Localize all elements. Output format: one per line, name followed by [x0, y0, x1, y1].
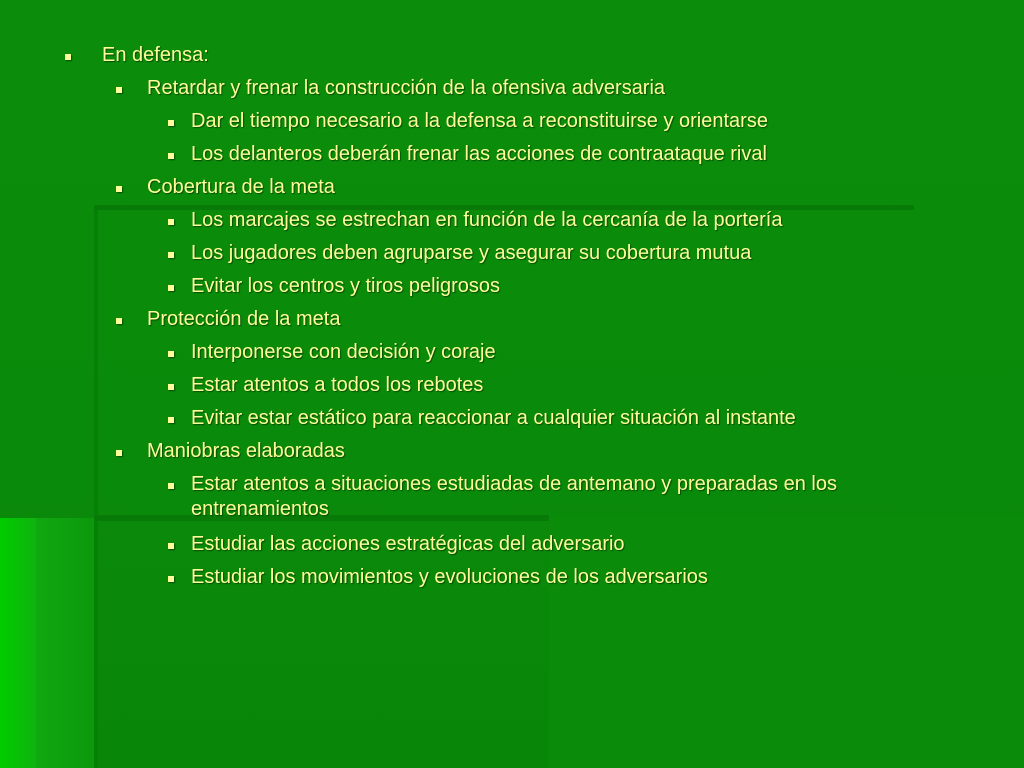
square-bullet-icon	[168, 120, 174, 126]
square-bullet-icon	[116, 450, 122, 456]
list-item: En defensa:	[102, 44, 209, 66]
square-bullet-icon	[116, 87, 122, 93]
list-item: Los marcajes se estrechan en función de la cercanía de la portería	[191, 209, 783, 231]
square-bullet-icon	[168, 153, 174, 159]
list-item: Dar el tiempo necesario a la defensa a reconstituirse y orientarse	[191, 110, 768, 132]
list-item: Retardar y frenar la construcción de la ofensiva adversaria	[147, 77, 666, 99]
list-item: Estar atentos a todos los rebotes	[191, 374, 484, 396]
list-item: Cobertura de la meta	[147, 176, 335, 198]
square-bullet-icon	[168, 252, 174, 258]
square-bullet-icon	[65, 54, 71, 60]
square-bullet-icon	[168, 219, 174, 225]
list-item: Evitar estar estático para reaccionar a cualquier situación al instante	[191, 407, 796, 429]
decorative-left-strip	[0, 518, 36, 768]
list-item: Estudiar los movimientos y evoluciones de los adversarios	[191, 566, 708, 588]
decorative-vertical-line	[94, 205, 98, 768]
list-item: Protección de la meta	[147, 308, 341, 330]
square-bullet-icon	[168, 576, 174, 582]
square-bullet-icon	[168, 543, 174, 549]
square-bullet-icon	[168, 384, 174, 390]
square-bullet-icon	[168, 351, 174, 357]
list-item: Estudiar las acciones estratégicas del adversario	[191, 533, 625, 555]
square-bullet-icon	[116, 318, 122, 324]
list-item: Estar atentos a situaciones estudiadas de antemano y preparadas en los entrenamientos	[191, 473, 837, 520]
square-bullet-icon	[168, 285, 174, 291]
list-item: Los jugadores deben agruparse y asegurar su cobertura mutua	[191, 242, 752, 264]
square-bullet-icon	[168, 417, 174, 423]
square-bullet-icon	[168, 483, 174, 489]
list-item: Evitar los centros y tiros peligrosos	[191, 275, 501, 297]
list-item: Maniobras elaboradas	[147, 440, 345, 462]
list-item: Los delanteros deberán frenar las acciones de contraataque rival	[191, 143, 767, 165]
square-bullet-icon	[116, 186, 122, 192]
list-item: Interponerse con decisión y coraje	[191, 341, 496, 363]
decorative-left-panel	[36, 518, 94, 768]
